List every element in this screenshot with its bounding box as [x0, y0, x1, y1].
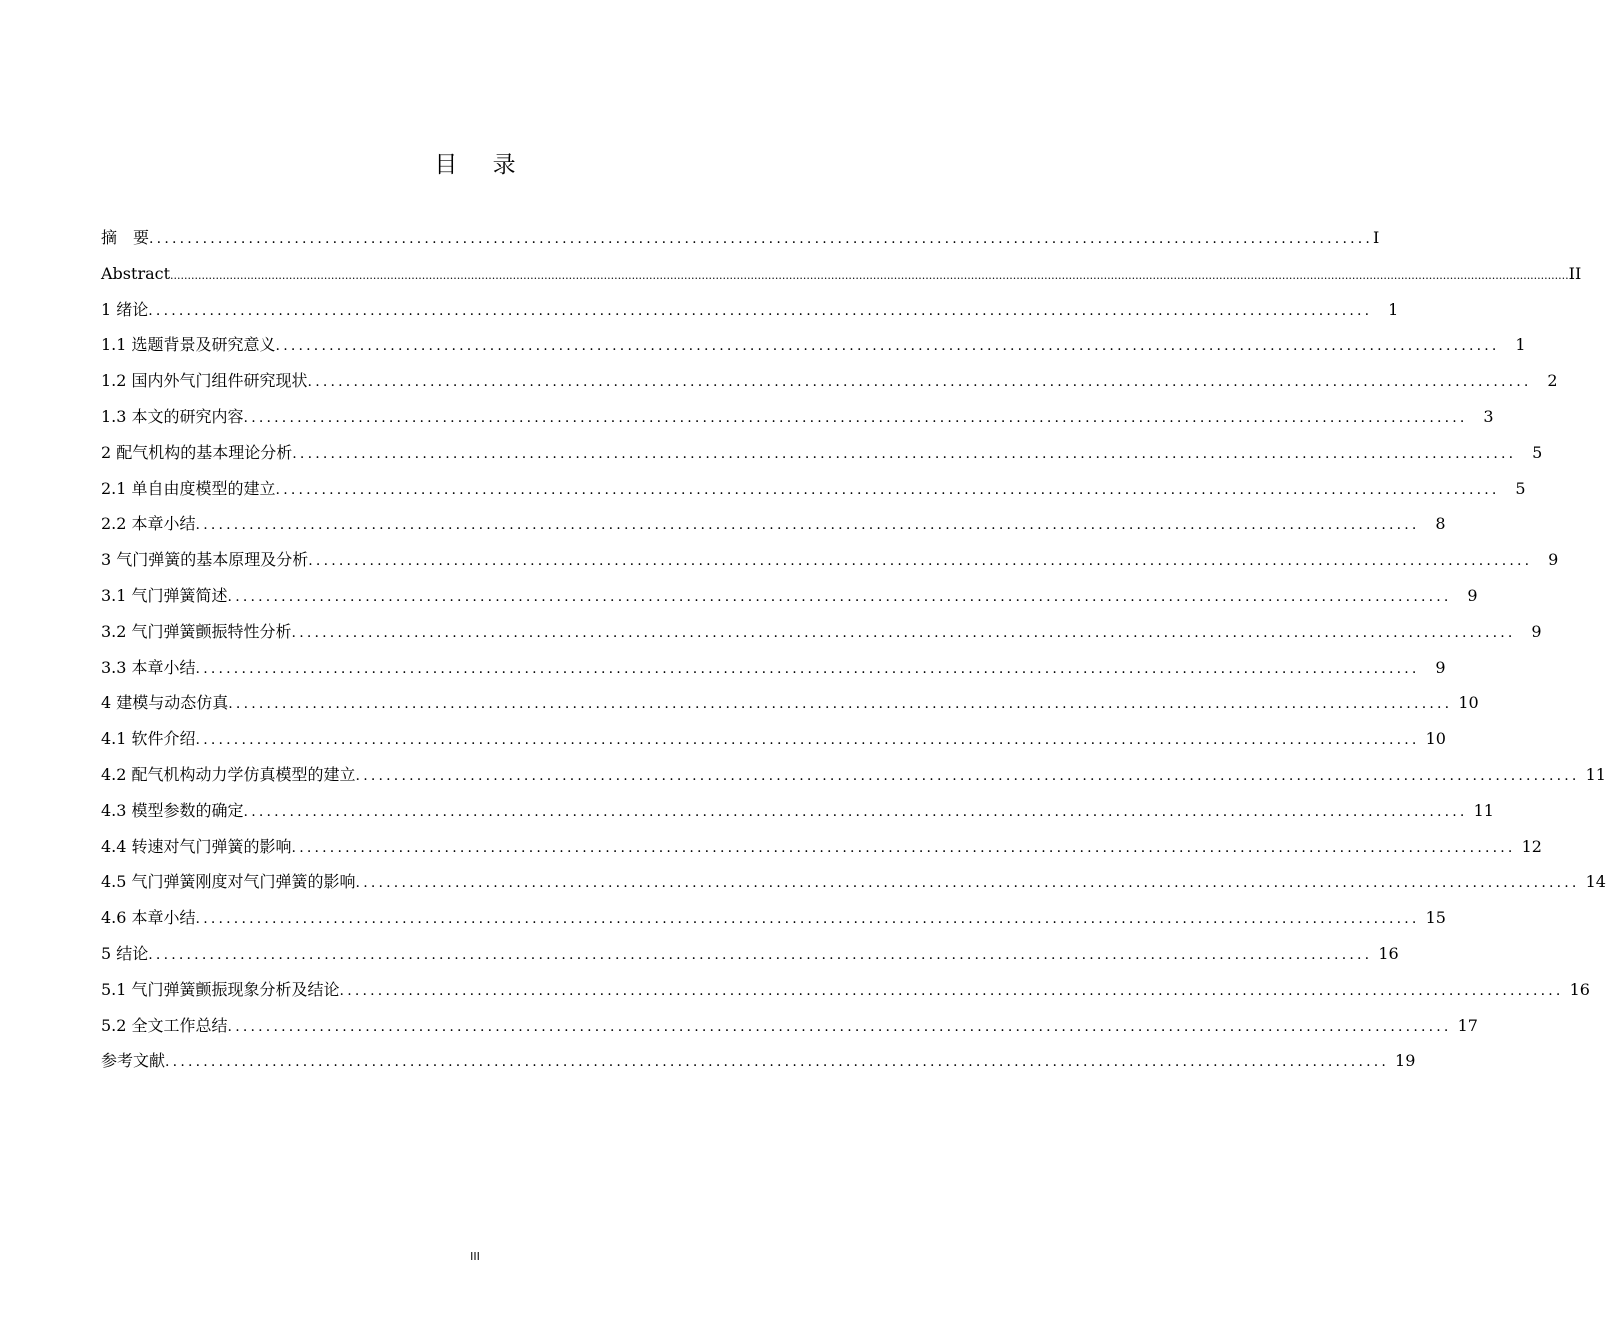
dot-leader: ................................................................................................................................................................ [195, 660, 1420, 677]
toc-entry-label: Abstract [101, 263, 171, 283]
toc-entry-label: 1 绪论 [101, 299, 149, 319]
toc-entry-label: 5 结论 [101, 943, 149, 963]
toc-entry-page: 9 [1435, 657, 1446, 677]
toc-entry[interactable] [101, 936, 1399, 972]
toc-entry[interactable] [101, 506, 1446, 542]
toc-entry[interactable] [101, 829, 1542, 865]
dot-leader: ................................................................................................................................................................ [165, 1054, 1390, 1071]
toc-entry[interactable] [101, 1043, 1416, 1079]
toc-entry[interactable] [101, 471, 1526, 507]
toc-entry-label: 4.6 本章小结 [101, 908, 196, 928]
toc-entry-label: 2 配气机构的基本理论分析 [101, 442, 293, 462]
toc-entry[interactable] [101, 685, 1479, 721]
toc-entry-page: 1 [1388, 299, 1399, 319]
toc-entry-label: 1.2 国内外气门组件研究现状 [101, 371, 308, 391]
toc-entry[interactable] [101, 327, 1526, 363]
dot-leader: ................................................................................................................................................................ [148, 946, 1373, 963]
dot-leader: ................................................................................................................................................................ [291, 624, 1516, 641]
toc-entry[interactable] [101, 578, 1478, 614]
toc-entry-label: 摘 要 [101, 228, 150, 247]
table-of-contents [101, 220, 1606, 1079]
toc-entry-label: 3.2 气门弹簧颤振特性分析 [101, 621, 292, 641]
dot-leader: ................................................................................................................................................................ [243, 409, 1468, 426]
toc-entry-label: 4.3 模型参数的确定 [101, 800, 244, 820]
toc-entry-page: 5 [1515, 478, 1526, 498]
dot-leader: ................................................................................................................................................................ [228, 696, 1453, 713]
toc-entry-page: 2 [1547, 371, 1558, 391]
toc-entry-page: 1 [1515, 335, 1526, 355]
toc-entry[interactable] [101, 650, 1446, 686]
dot-leader: ................................................................................................................................................................ [355, 875, 1580, 892]
toc-entry-page: 11 [1473, 800, 1494, 820]
toc-entry[interactable] [101, 256, 1582, 292]
dot-leader: ................................................................................................................................................................ [195, 732, 1420, 749]
toc-entry-label: 5.2 全文工作总结 [101, 1015, 228, 1035]
toc-entry-page: 5 [1532, 442, 1543, 462]
toc-entry-label: 1.1 选题背景及研究意义 [101, 335, 276, 355]
page-number: III [470, 1250, 480, 1263]
toc-entry-page: 15 [1425, 908, 1446, 928]
dot-leader: ................................................................................................................................................................ [339, 982, 1564, 999]
toc-entry-label: 3.3 本章小结 [101, 657, 196, 677]
toc-entry[interactable] [101, 793, 1494, 829]
toc-entry-page: 14 [1585, 872, 1606, 892]
dot-leader: ................................................................................................................................................................ [308, 553, 1533, 570]
toc-entry-page: II [1568, 263, 1582, 283]
toc-entry-page: 8 [1435, 514, 1446, 534]
toc-entry-label: 4.5 气门弹簧刚度对气门弹簧的影响 [101, 872, 356, 892]
toc-entry-page: 19 [1395, 1051, 1416, 1071]
toc-entry[interactable] [101, 864, 1606, 900]
toc-entry[interactable] [101, 757, 1606, 793]
toc-entry-label: 3.1 气门弹簧简述 [101, 585, 228, 605]
dot-leader: ................................................................................................................................................................ [275, 338, 1500, 355]
page-title: 目 录 [434, 152, 530, 178]
toc-entry-page: 17 [1457, 1015, 1478, 1035]
dot-leader: ................................................................................................................................................................ [355, 767, 1580, 784]
toc-entry-page: 9 [1548, 550, 1559, 570]
dot-leader: ................................................................................................................................................................ [227, 1018, 1452, 1035]
toc-entry-label: 3 气门弹簧的基本原理及分析 [101, 550, 309, 570]
dot-leader: ................................................................................................................................................................................................................................................................................................................................................................................................................ [170, 268, 1569, 282]
toc-entry[interactable] [101, 542, 1559, 578]
dot-leader: ................................................................................................................................................................ [195, 911, 1420, 928]
dot-leader: ................................................................................................................................................................ [149, 231, 1374, 247]
toc-entry-label: 4.2 配气机构动力学仿真模型的建立 [101, 764, 356, 784]
dot-leader: ................................................................................................................................................................ [291, 839, 1516, 856]
toc-entry-label: 4 建模与动态仿真 [101, 693, 229, 713]
toc-entry-page: 10 [1458, 693, 1479, 713]
toc-entry[interactable] [101, 900, 1446, 936]
toc-entry-page: I [1373, 228, 1380, 247]
toc-entry-page: 3 [1483, 406, 1494, 426]
toc-entry-page: 11 [1585, 764, 1606, 784]
toc-entry-label: 1.3 本文的研究内容 [101, 406, 244, 426]
dot-leader: ................................................................................................................................................................ [307, 374, 1532, 391]
toc-entry-page: 12 [1521, 836, 1542, 856]
dot-leader: ................................................................................................................................................................ [275, 481, 1500, 498]
toc-entry-page: 16 [1378, 943, 1399, 963]
toc-entry[interactable] [101, 435, 1543, 471]
toc-entry-page: 10 [1425, 729, 1446, 749]
toc-entry[interactable] [101, 399, 1494, 435]
toc-entry[interactable] [101, 220, 1380, 256]
toc-entry-page: 9 [1531, 621, 1542, 641]
toc-entry-label: 参考文献 [101, 1051, 166, 1071]
toc-entry-label: 5.1 气门弹簧颤振现象分析及结论 [101, 979, 340, 999]
toc-entry[interactable] [101, 721, 1446, 757]
dot-leader: ................................................................................................................................................................ [148, 302, 1373, 319]
toc-entry[interactable] [101, 1008, 1478, 1044]
dot-leader: ................................................................................................................................................................ [292, 445, 1517, 462]
toc-entry-label: 2.1 单自由度模型的建立 [101, 478, 276, 498]
dot-leader: ................................................................................................................................................................ [195, 517, 1420, 534]
toc-entry[interactable] [101, 363, 1558, 399]
toc-entry[interactable] [101, 292, 1399, 328]
toc-entry-page: 9 [1467, 585, 1478, 605]
dot-leader: ................................................................................................................................................................ [227, 588, 1452, 605]
dot-leader: ................................................................................................................................................................ [243, 803, 1468, 820]
toc-entry-page: 16 [1569, 979, 1590, 999]
toc-entry-label: 4.4 转速对气门弹簧的影响 [101, 836, 292, 856]
toc-entry[interactable] [101, 972, 1590, 1008]
toc-entry-label: 2.2 本章小结 [101, 514, 196, 534]
toc-entry[interactable] [101, 614, 1542, 650]
toc-entry-label: 4.1 软件介绍 [101, 729, 196, 749]
